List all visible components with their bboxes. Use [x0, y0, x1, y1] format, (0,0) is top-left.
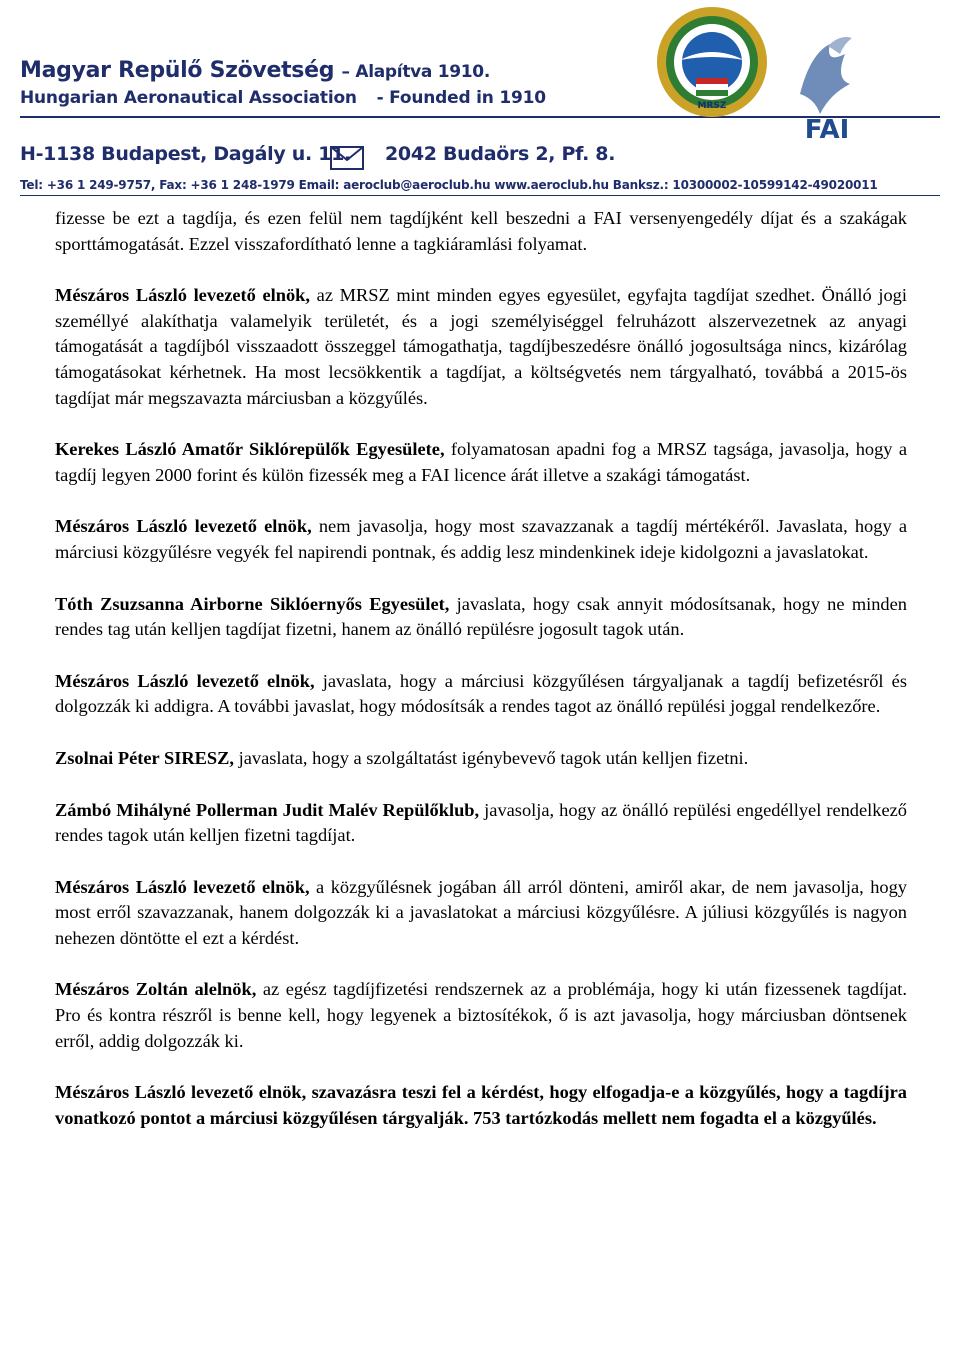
paragraph: Mészáros Zoltán alelnök, az egész tagdíjfizetési rendszernek az a problémája, hogy ki után fizessenek tagdíjat. Pro és kontra részről is benne kell, hogy legyenek a biztosítékok, ő is azt javasolja, hogy márciusban döntsenek erről, addig dolgozzák ki.	[55, 979, 908, 1051]
paragraph: fizesse be ezt a tagdíja, és ezen felül nem tagdíjként kell beszedni a FAI versenyengedély díjat és a szakágak sporttámogatását. Ezzel visszafordítható lenne a tagkiáramlási folyamat.	[55, 208, 907, 254]
speaker: Mészáros László levezető elnök,	[55, 670, 315, 691]
envelope-icon	[330, 146, 364, 170]
address: H-1138 Budapest, Dagály u. 11.	[20, 143, 351, 165]
speaker: Tóth Zsuzsanna Airborne Siklóernyős Egyesület,	[55, 593, 450, 614]
paragraph-resolution	[55, 1080, 907, 1131]
contact-line: Tel: +36 1 249-9757, Fax: +36 1 248-1979 Email: aeroclub@aeroclub.hu www.aeroclub.hu Banksz.: 10300002-10599142-49020011	[20, 178, 878, 192]
paragraph: Kerekes László Amatőr Siklórepülők Egyesülete, folyamatosan apadni fog a MRSZ tagsága, javasolja, hogy a tagdíj legyen 2000 forint és külön fizessék meg a FAI licence árát illetve a szakági támogatást.	[55, 439, 907, 485]
org-name-en: Hungarian Aeronautical Association - Founded in 1910	[20, 88, 546, 108]
document-body	[55, 206, 907, 1157]
paragraph: Zámbó Mihályné Pollerman Judit Malév Repülőklub, javasolja, hogy az önálló repülési engedéllyel rendelkező rendes tagok után kelljen fizetni tagdíjat.	[55, 799, 907, 846]
speaker: Zsolnai Péter SIRESZ,	[55, 747, 234, 768]
speaker: Mészáros László levezető elnök, szavazásra teszi fel a kérdést, hogy elfogadja-e a közgyűlés, hogy a tagdíjra vonatkozó pontot a márciusi közgyűlésen tárgyalják. 753 tartózkodás mellett nem fogadta el a közgyűlés.	[55, 1082, 907, 1128]
paragraph: Mészáros László levezető elnök, a közgyűlésnek jogában áll arról dönteni, amiről akar, de nem javasolja, hogy most erről szavazzanak, hanem dolgozzák ki a javaslatokat a márciusi közgyűlésre. A júliusi közgyűlés is nagyon nehezen döntötte el ezt a kérdést.	[55, 876, 907, 948]
fai-logo	[790, 24, 865, 144]
speaker: Mészáros Zoltán alelnök,	[55, 979, 257, 1000]
speaker: Kerekes László Amatőr Siklórepülők Egyesülete,	[55, 439, 445, 460]
emblem-label: MRSZ	[697, 101, 727, 111]
paragraph: Zsolnai Péter SIRESZ, javaslata, hogy a szolgáltatást igénybevevő tagok után kelljen fizetni.	[55, 747, 749, 768]
letterhead	[0, 0, 960, 200]
speaker: Mészáros László levezető elnök,	[55, 285, 311, 306]
org-founded-hu: – Alapítva 1910.	[341, 62, 490, 82]
fai-label: FAI	[804, 115, 850, 144]
org-name-hu: Magyar Repülő Szövetség – Alapítva 1910.	[20, 58, 490, 83]
org-founded-en: - Founded in 1910	[376, 88, 546, 108]
speaker: Mészáros László levezető elnök,	[55, 516, 312, 537]
paragraph: Mészáros László levezető elnök, az MRSZ mint minden egyes egyesület, egyfajta tagdíjat szedhet. Önálló jogi személlyé alakíthatja valamelyik területét, és a jogi személyiséggel felruházott alszervezetnek az anyagi támogatását a tagdíjból visszaadott összeggel támogathatja, tagdíjbeszedésre önálló jogosultsága nincs, kizárólag támogatásokat kérhetnek. Ha most lecsökkentik a tagdíjat, a költségvetés nem tárgyalható, továbbá a 2015-ös tagdíjat már megszavazta márciusban a közgyűlés.	[55, 285, 907, 408]
paragraph: Mészáros László levezető elnök, nem javasolja, hogy most szavazzanak a tagdíj mértékéről. Javaslata, hogy a márciusi közgyűlésre vegyék fel napirendi pontnak, és addig lesz mindenkinek ideje kidolgozni a javaslatokat.	[55, 516, 907, 562]
postal-address: 2042 Budaörs 2, Pf. 8.	[385, 143, 616, 165]
speaker: Mészáros László levezető elnök,	[55, 876, 310, 897]
speaker: Zámbó Mihályné Pollerman Judit Malév Repülőklub,	[55, 799, 480, 820]
paragraph: Mészáros László levezető elnök, javaslata, hogy a márciusi közgyűlésen tárgyaljanak a tagdíj befizetésről és dolgozzák ki addigra. A további javaslat, hogy módosítsák a rendes tagot az önálló repülési joggal rendelkezőre.	[55, 670, 907, 717]
header-bottom-rule	[20, 195, 940, 196]
mrsz-emblem-logo	[652, 4, 772, 122]
paragraph: Tóth Zsuzsanna Airborne Siklóernyős Egyesület, javaslata, hogy csak annyit módosítsanak, hogy ne minden rendes tag után kelljen tagdíjat fizetni, hanem az önálló repülésre jogosult tagok után.	[55, 593, 907, 640]
